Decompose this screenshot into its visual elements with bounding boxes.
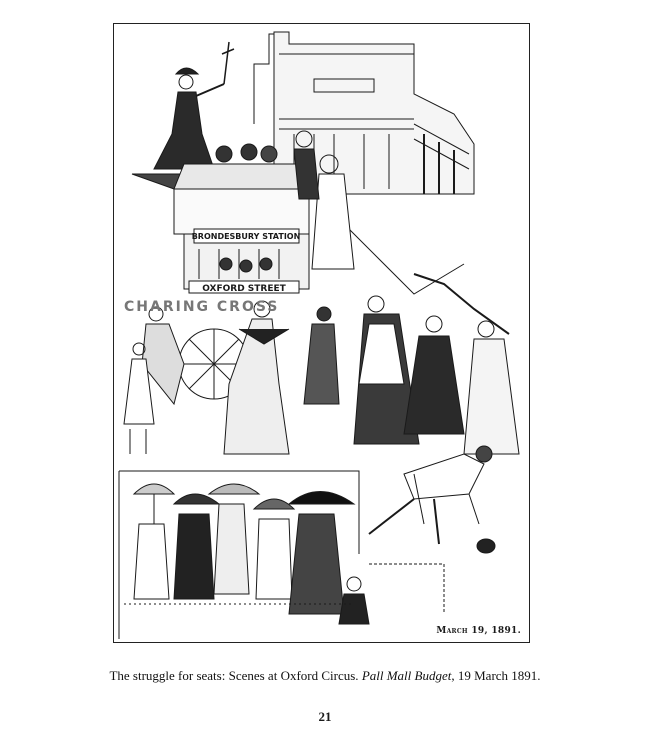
gentleman-picking-up-hat	[369, 446, 495, 553]
caption-prefix: The struggle for seats: Scenes at Oxford Circus.	[109, 668, 362, 683]
engraving-illustration	[114, 24, 531, 644]
engraving-plate	[113, 23, 530, 643]
caption-suffix: , 19 March 1891.	[451, 668, 541, 683]
figure-caption	[0, 668, 650, 684]
inset-rain-scene	[119, 471, 444, 639]
bus-side-lettering: CHARING CROSS	[124, 299, 280, 315]
street-sign: OXFORD STREET	[202, 284, 286, 294]
caption-source: Pall Mall Budget	[361, 668, 452, 683]
route-sign: BRONDESBURY STATION	[191, 232, 301, 241]
plate-date-label: March 19, 1891.	[436, 626, 521, 636]
page-number: 21	[318, 709, 332, 724]
